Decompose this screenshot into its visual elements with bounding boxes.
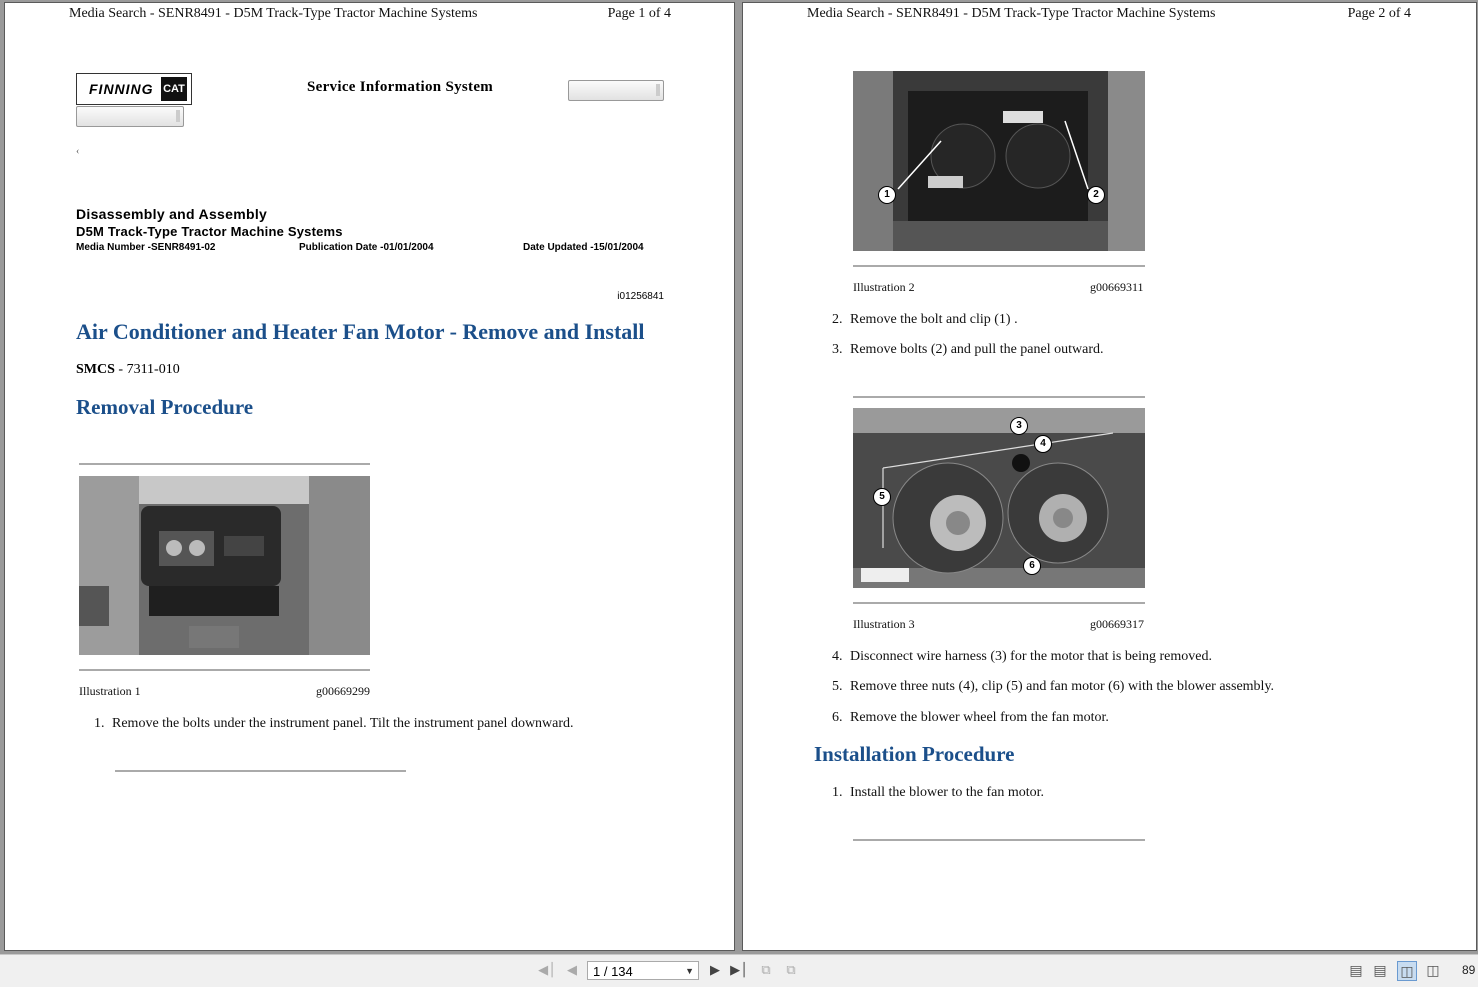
illustration-divider: [853, 839, 1145, 841]
prev-page-icon[interactable]: ◀: [567, 963, 577, 978]
logo-cat-text: CAT: [161, 77, 187, 101]
illustration-3-callout-4: 4: [1034, 435, 1052, 453]
step-number: 4.: [832, 649, 843, 664]
illustration-divider: [115, 770, 406, 772]
date-updated: Date Updated -15/01/2004: [523, 242, 644, 253]
step-text: Disconnect wire harness (3) for the motor that is being removed.: [850, 649, 1212, 664]
document-page-1: [4, 2, 735, 951]
illustration-divider: [853, 602, 1145, 604]
header-button-left[interactable]: [76, 106, 184, 127]
illustration-3-label: Illustration 3: [853, 617, 915, 631]
illustration-2-label: Illustration 2: [853, 280, 915, 294]
page-header-number: Page 2 of 4: [1347, 6, 1411, 21]
illustration-divider: [853, 265, 1145, 267]
rotate-right-icon[interactable]: ⧉: [786, 963, 796, 978]
illustration-2-callout-1: 1: [878, 186, 896, 204]
step-text: Install the blower to the fan motor.: [850, 785, 1045, 800]
step-number: 1.: [832, 785, 843, 800]
back-arrow-icon[interactable]: ‹: [76, 146, 80, 157]
smcs-value: - 7311-010: [114, 362, 180, 377]
system-name: Service Information System: [307, 79, 494, 95]
machine-heading: D5M Track-Type Tractor Machine Systems: [76, 224, 343, 239]
illustration-3-callout-3: 3: [1010, 417, 1028, 435]
illustration-3-code: g00669317: [1090, 617, 1144, 631]
illustration-divider: [79, 669, 370, 671]
single-page-icon[interactable]: ▤: [1349, 963, 1363, 979]
step-number: 3.: [832, 342, 843, 357]
page-title: Air Conditioner and Heater Fan Motor - Remove and Install: [76, 319, 645, 344]
two-page-icon[interactable]: ◫: [1397, 961, 1417, 981]
illustration-1-label: Illustration 1: [79, 684, 141, 698]
illustration-1-image: [79, 476, 370, 655]
illustration-3-image: [853, 408, 1145, 588]
continuous-icon[interactable]: ▤: [1373, 963, 1387, 979]
reference-id: i01256841: [617, 291, 664, 302]
first-page-icon[interactable]: ◀│: [538, 963, 556, 978]
illustration-divider: [853, 396, 1145, 398]
chevron-down-icon: ▼: [685, 966, 694, 976]
next-page-icon[interactable]: ▶: [710, 963, 720, 978]
zoom-level[interactable]: 89: [1462, 963, 1476, 977]
illustration-2-image: [853, 71, 1145, 251]
step-text: Remove the bolt and clip (1) .: [850, 312, 1018, 327]
illustration-1-code: g00669299: [316, 684, 370, 698]
page-header-title: Media Search - SENR8491 - D5M Track-Type Tractor Machine Systems: [807, 6, 1216, 21]
media-number: Media Number -SENR8491-02: [76, 242, 216, 253]
page-number-value: 1 / 134: [593, 964, 633, 979]
page-number-select[interactable]: [587, 961, 699, 980]
finning-cat-logo: [76, 73, 192, 105]
fan-motor-photo: [853, 408, 1145, 588]
step-text: Remove the blower wheel from the fan motor.: [850, 710, 1109, 725]
step-text: Remove the bolts under the instrument panel. Tilt the instrument panel downward.: [112, 716, 574, 731]
installation-procedure-heading: Installation Procedure: [814, 742, 1015, 766]
doc-type-heading: Disassembly and Assembly: [76, 206, 268, 222]
instrument-panel-photo: [79, 476, 370, 655]
step-number: 1.: [94, 716, 105, 731]
illustration-divider: [79, 463, 370, 465]
smcs-label: SMCS: [76, 362, 115, 377]
rotate-left-icon[interactable]: ⧉: [761, 963, 771, 978]
illustration-2-code: g00669311: [1090, 280, 1144, 294]
page-header-number: Page 1 of 4: [607, 6, 671, 21]
smcs-code: [76, 362, 180, 378]
two-page-continuous-icon[interactable]: ◫: [1426, 963, 1440, 979]
illustration-2-callout-2: 2: [1087, 186, 1105, 204]
publication-date: Publication Date -01/01/2004: [299, 242, 434, 253]
step-number: 6.: [832, 710, 843, 725]
logo-finning-text: FINNING: [89, 81, 154, 97]
step-number: 5.: [832, 679, 843, 694]
last-page-icon[interactable]: ▶│: [730, 963, 748, 978]
illustration-3-callout-6: 6: [1023, 557, 1041, 575]
step-text: Remove three nuts (4), clip (5) and fan motor (6) with the blower assembly.: [850, 679, 1275, 694]
page-header-title: Media Search - SENR8491 - D5M Track-Type Tractor Machine Systems: [69, 6, 478, 21]
removal-procedure-heading: Removal Procedure: [76, 395, 254, 419]
step-text: Remove bolts (2) and pull the panel outward.: [850, 342, 1104, 357]
panel-bolts-photo: [853, 71, 1145, 251]
step-number: 2.: [832, 312, 843, 327]
document-page-2: [742, 2, 1477, 951]
header-button-right[interactable]: [568, 80, 664, 101]
viewer-toolbar: [0, 954, 1478, 987]
illustration-3-callout-5: 5: [873, 488, 891, 506]
